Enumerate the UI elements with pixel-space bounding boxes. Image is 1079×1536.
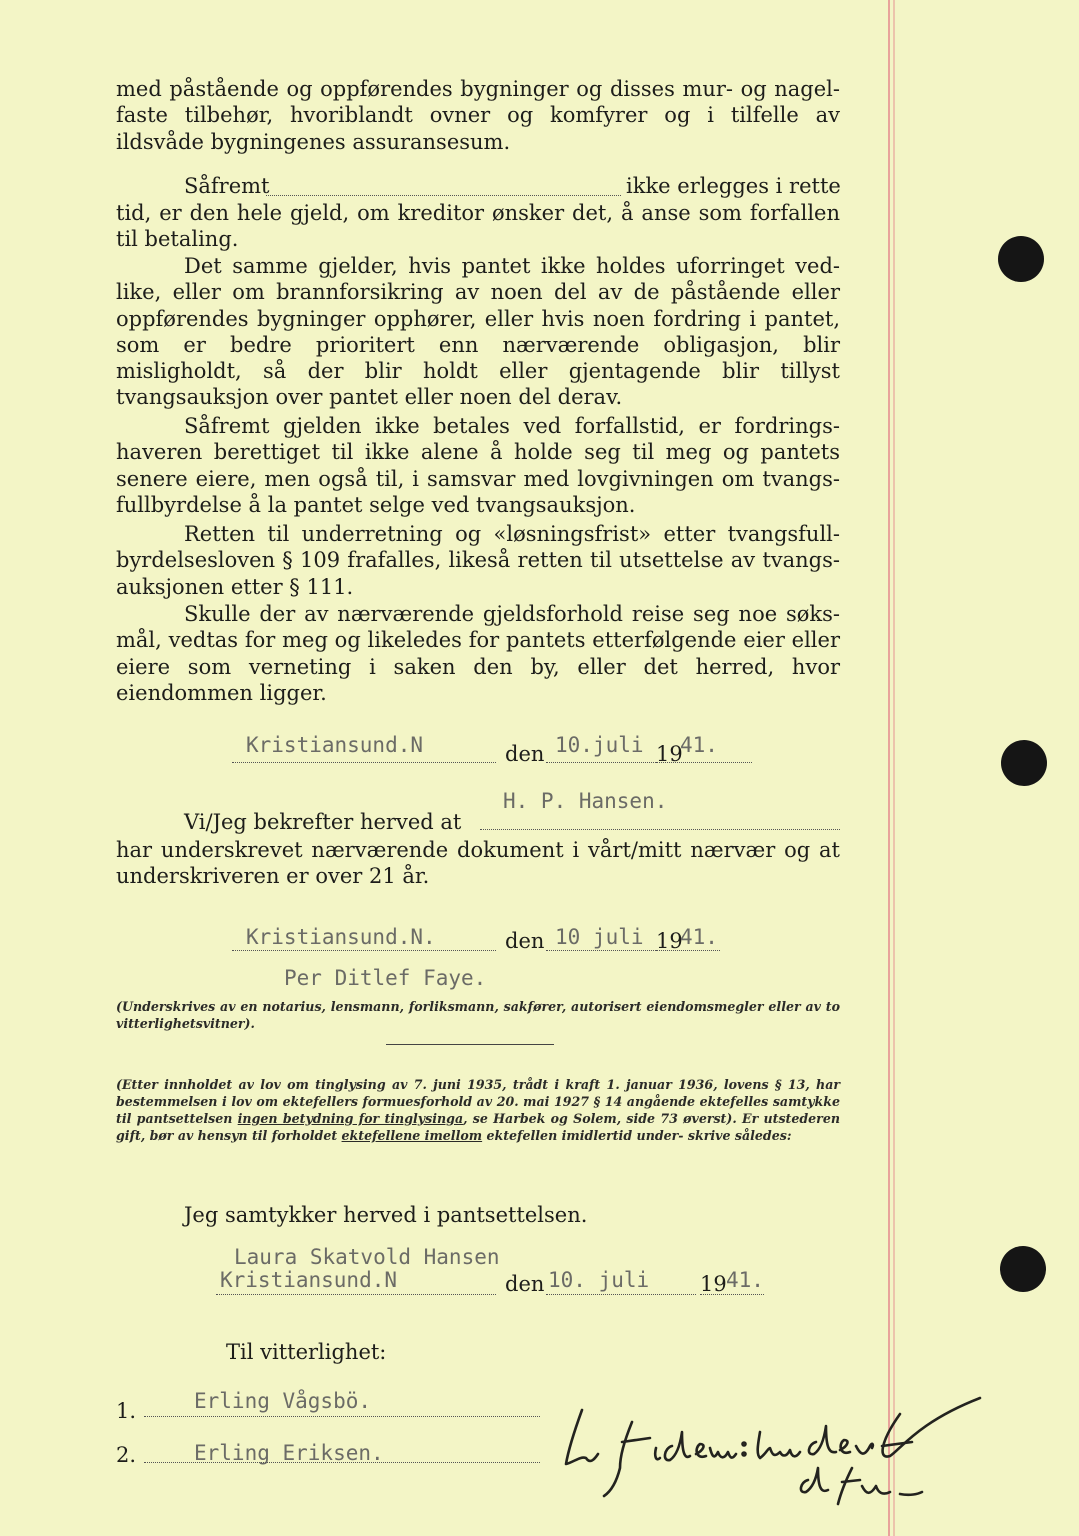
marriage-note-part-e: ektefellen imidlertid under- skrive således: — [482, 1128, 792, 1143]
consent-den: den — [505, 1272, 545, 1296]
witness-1-line — [144, 1416, 540, 1417]
witness-typed-name: H. P. Hansen. — [503, 789, 668, 813]
safremt-line — [184, 174, 270, 198]
marriage-note-underline-1: ingen betydning for tinglysinga — [237, 1111, 464, 1126]
consent-date-line — [546, 1294, 696, 1295]
consent-typed-name: Laura Skatvold Hansen — [234, 1245, 500, 1269]
sign1-place: Kristiansund.N — [246, 733, 424, 757]
consent-year-line — [700, 1294, 764, 1295]
consent-text: Jeg samtykker herved i pantsettelsen. — [184, 1203, 588, 1227]
consent-year-prefix: 19 — [700, 1272, 727, 1296]
witness-2-line — [144, 1462, 540, 1463]
sign2-den: den — [505, 929, 545, 953]
witness-name-line — [480, 829, 840, 830]
sign2-typed-name: Per Ditlef Faye. — [284, 966, 487, 990]
sign1-place-line — [232, 762, 496, 763]
handwritten-signature — [560, 1392, 1000, 1507]
witness-paragraph — [116, 837, 840, 890]
paragraph-4 — [116, 413, 840, 518]
consent-date: 10. juli — [548, 1268, 650, 1292]
consent-place-line — [216, 1294, 496, 1295]
paragraph-6-text: Skulle der av nærværende gjeldsforhold reise seg noe søks- mål, vedtas for meg og likeledes for pantets etterfølgende eier eller eiere som verneting i saken den by, eller det herred, hvor eiendommen ligger. — [116, 602, 840, 705]
sign1-year-prefix: 19 — [656, 742, 683, 766]
witnesses-heading: Til vitterlighet: — [226, 1340, 387, 1364]
safremt-line-end-text: ikke erlegges i rette — [626, 174, 841, 198]
marriage-note-part-a: (Etter innholdet av lov om tinglysing av 7. juni 1935, trådt i kraft 1. januar 1936, lovens § 13, har bestemmelsen i lov om ektefellers formuesforhold av 20. mai 1927 § 14 angående ektefelles samtykke til pantsettelsen — [116, 1077, 840, 1126]
paragraph-6 — [116, 601, 840, 706]
sign1-year-suffix: 41. — [680, 733, 718, 757]
margin-line — [888, 0, 890, 1536]
sign2-year-line — [656, 950, 720, 951]
sign2-year-prefix: 19 — [656, 929, 683, 953]
punch-hole-bottom — [1000, 1246, 1046, 1292]
witness-2-name: Erling Eriksen. — [194, 1441, 384, 1465]
paragraph-3-text: Det samme gjelder, hvis pantet ikke holdes uforringet ved- like, eller om brannforsikring av noen del av de påstående eller oppførendes bygninger opphører, eller hvis noen fordring i pantet, som er bedre prioritert enn nærværende obligasjon, blir misligholdt, så der blir holdt eller gjentagende blir tillyst tvangsauksjon over pantet eller noen del derav. — [116, 254, 840, 410]
sign1-year-line — [656, 762, 752, 763]
sign2-place: Kristiansund.N. — [246, 925, 436, 949]
sign2-place-line — [232, 950, 496, 951]
witness-line1: Vi/Jeg bekrefter herved at — [184, 810, 462, 834]
witness-1-name: Erling Vågsbö. — [194, 1389, 372, 1413]
punch-hole-top — [998, 236, 1044, 282]
paragraph-3 — [116, 253, 840, 411]
consent-place: Kristiansund.N — [220, 1268, 398, 1292]
safremt-line-end — [626, 174, 841, 198]
sign2-year-suffix: 41. — [680, 925, 718, 949]
paragraph-4-text: Såfremt gjelden ikke betales ved forfallstid, er fordrings- haveren berettiget til ikke alene å holde seg til meg og pantets senere eiere, men også til, i samsvar med lovgivningen om tvangs- fullbyrdelse å la pantet selge ved tvangsauksjon. — [116, 414, 840, 517]
witness-1-number: 1. — [116, 1399, 137, 1423]
paragraph-1 — [116, 76, 840, 155]
sign1-date: 10.juli — [555, 733, 644, 757]
safremt-blank — [266, 195, 621, 196]
witness-paragraph-text: har underskrevet nærværende dokument i vårt/mitt nærvær og at underskriveren er over 21 år. — [116, 838, 840, 889]
notary-note: (Underskrives av en notarius, lensmann, forliksmann, sakfører, autorisert eiendomsmegler eller av to vitterlighetsvitner). — [116, 999, 840, 1031]
punch-hole-middle — [1001, 740, 1047, 786]
paragraph-2 — [116, 200, 840, 253]
marriage-note-part-c: , se Harbek og Solem, side 73 øverst). Er utstederen gift, bør av hensyn til forholdet — [116, 1111, 840, 1143]
paragraph-5 — [116, 521, 840, 600]
margin-line-2 — [893, 0, 895, 1536]
witness-2-number: 2. — [116, 1443, 137, 1467]
safremt-label: Såfremt — [184, 174, 270, 198]
sign1-den: den — [505, 742, 545, 766]
marriage-note — [116, 1076, 840, 1144]
sign2-date-line — [546, 950, 656, 951]
separator-rule — [386, 1044, 554, 1045]
sign2-date: 10 juli — [555, 925, 644, 949]
paragraph-1-text: med påstående og oppførendes bygninger og disses mur- og nagel- faste tilbehør, hvoriblandt ovner og komfyrer og i tilfelle av ildsvåde bygningenes assuransesum. — [116, 77, 840, 154]
consent-year-suffix: 41. — [726, 1268, 764, 1292]
sign1-date-line — [546, 762, 656, 763]
paragraph-2-text: tid, er den hele gjeld, om kreditor ønsker det, å anse som forfallen til betaling. — [116, 201, 840, 252]
paragraph-5-text: Retten til underretning og «løsningsfrist» etter tvangsfull- byrdelsesloven § 109 frafalles, likeså retten til utsettelse av tvangs- auksjonen etter § 111. — [116, 522, 840, 599]
marriage-note-underline-2: ektefellene imellom — [341, 1128, 483, 1143]
